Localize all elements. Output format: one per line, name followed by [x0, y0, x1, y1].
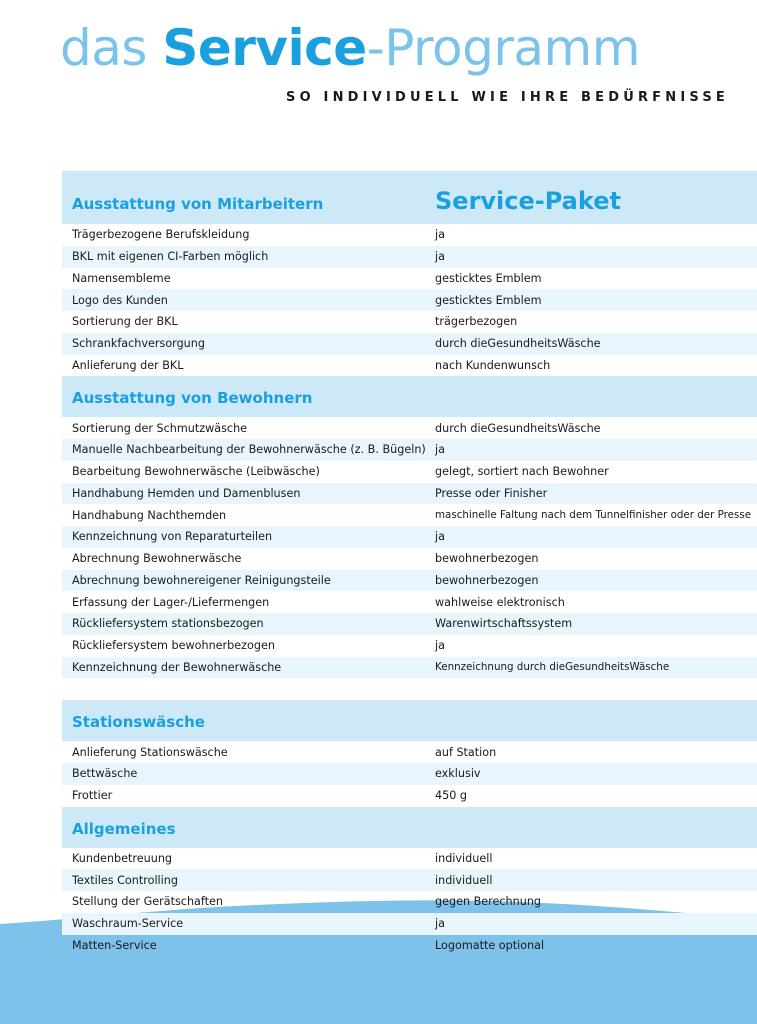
section-title: Ausstattung von Mitarbeitern — [72, 195, 324, 213]
row-label: Kennzeichnung von Reparaturteilen — [72, 530, 273, 544]
row-label: Abrechnung bewohnereigener Reinigungsteile — [72, 573, 331, 587]
row-label: Matten-Service — [72, 938, 157, 952]
row-label: Anlieferung Stationswäsche — [72, 745, 228, 759]
row-label: Logo des Kunden — [72, 293, 168, 307]
table-row — [62, 333, 757, 355]
row-label: Manuelle Nachbearbeitung der Bewohnerwäsche (z. B. Bügeln) — [72, 443, 426, 457]
row-value: gegen Berechnung — [435, 895, 542, 909]
row-value: Warenwirtschaftssystem — [435, 617, 573, 631]
title-das: das — [60, 19, 147, 77]
row-label: Kennzeichnung der Bewohnerwäsche — [72, 660, 282, 674]
column-header-service-paket: Service-Paket — [435, 187, 621, 215]
table-row — [62, 591, 757, 613]
row-value: ja — [435, 443, 445, 457]
section-title: Allgemeines — [72, 819, 176, 838]
row-value: trägerbezogen — [435, 315, 518, 329]
section-spacer — [62, 678, 757, 700]
row-label: Trägerbezogene Berufskleidung — [72, 228, 250, 242]
table-row — [62, 526, 757, 548]
row-value: durch dieGesundheitsWäsche — [435, 337, 601, 351]
table-row — [62, 635, 757, 657]
row-label: Rückliefersystem bewohnerbezogen — [72, 639, 275, 653]
title-service: Service — [162, 19, 367, 77]
table-row — [62, 461, 757, 483]
table-row — [62, 741, 757, 763]
table-row — [62, 548, 757, 570]
table-row — [62, 935, 757, 957]
row-value: maschinelle Faltung nach dem Tunnelfinisher oder der Presse — [435, 509, 752, 522]
table-row — [62, 869, 757, 891]
row-label: Sortierung der BKL — [72, 315, 178, 329]
table-row — [62, 913, 757, 935]
row-value: nach Kundenwunsch — [435, 358, 551, 372]
row-value: ja — [435, 250, 445, 264]
section-title: Ausstattung von Bewohnern — [72, 389, 313, 408]
table-row — [62, 763, 757, 785]
table-row — [62, 785, 757, 807]
row-value: Kennzeichnung durch dieGesundheitsWäsche — [435, 661, 670, 674]
table-row — [62, 439, 757, 461]
row-value: ja — [435, 530, 445, 544]
section-header-allgemeines — [62, 807, 757, 848]
section-header-stationswaesche — [62, 700, 757, 741]
row-value: Presse oder Finisher — [435, 486, 548, 500]
row-label: Rückliefersystem stationsbezogen — [72, 617, 264, 631]
section-title: Stationswäsche — [72, 713, 205, 732]
table-row — [62, 657, 757, 679]
table-row — [62, 891, 757, 913]
row-label: Anlieferung der BKL — [72, 358, 184, 372]
row-value: bewohnerbezogen — [435, 573, 539, 587]
row-label: Frottier — [72, 789, 113, 803]
row-label: BKL mit eigenen CI-Farben möglich — [72, 250, 269, 264]
row-value: individuell — [435, 873, 493, 887]
table-row — [62, 311, 757, 333]
section-header-bewohner — [62, 376, 757, 417]
row-value: auf Station — [435, 745, 497, 759]
row-label: Stellung der Gerätschaften — [72, 895, 223, 909]
table-row — [62, 570, 757, 592]
row-value: gesticktes Emblem — [435, 293, 542, 307]
row-value: wahlweise elektronisch — [435, 595, 565, 609]
row-value: gelegt, sortiert nach Bewohner — [435, 465, 609, 479]
row-label: Bearbeitung Bewohnerwäsche (Leibwäsche) — [72, 465, 320, 479]
tagline: SO INDIVIDUELL WIE IHRE BEDÜRFNISSE — [286, 90, 729, 105]
row-value: ja — [435, 917, 445, 931]
table-row — [62, 483, 757, 505]
row-label: Sortierung der Schmutzwäsche — [72, 421, 248, 435]
row-label: Kundenbetreuung — [72, 851, 173, 865]
row-label: Erfassung der Lager-/Liefermengen — [72, 595, 270, 609]
row-label: Handhabung Hemden und Damenblusen — [72, 486, 301, 500]
row-label: Schrankfachversorgung — [72, 337, 205, 351]
row-label: Waschraum-Service — [72, 917, 184, 931]
row-label: Abrechnung Bewohnerwäsche — [72, 552, 242, 566]
title-programm: -Programm — [366, 19, 640, 77]
service-table — [62, 171, 757, 956]
table-row — [62, 848, 757, 870]
table-row — [62, 613, 757, 635]
row-label: Bettwäsche — [72, 767, 138, 781]
table-row — [62, 268, 757, 290]
page-title — [60, 14, 640, 82]
row-value: gesticktes Emblem — [435, 271, 542, 285]
section-header-mitarbeiter — [62, 171, 757, 224]
row-value: Logomatte optional — [435, 938, 545, 952]
row-label: Handhabung Nachthemden — [72, 508, 227, 522]
row-value: ja — [435, 228, 445, 242]
table-row — [62, 417, 757, 439]
row-value: exklusiv — [435, 767, 481, 781]
row-value: 450 g — [435, 789, 468, 803]
table-row — [62, 355, 757, 377]
table-row — [62, 224, 757, 246]
table-row — [62, 504, 757, 526]
row-value: bewohnerbezogen — [435, 552, 539, 566]
row-label: Namensembleme — [72, 271, 171, 285]
row-label: Textiles Controlling — [72, 873, 178, 887]
row-value: ja — [435, 639, 445, 653]
table-row — [62, 289, 757, 311]
row-value: individuell — [435, 851, 493, 865]
table-row — [62, 246, 757, 268]
row-value: durch dieGesundheitsWäsche — [435, 421, 601, 435]
